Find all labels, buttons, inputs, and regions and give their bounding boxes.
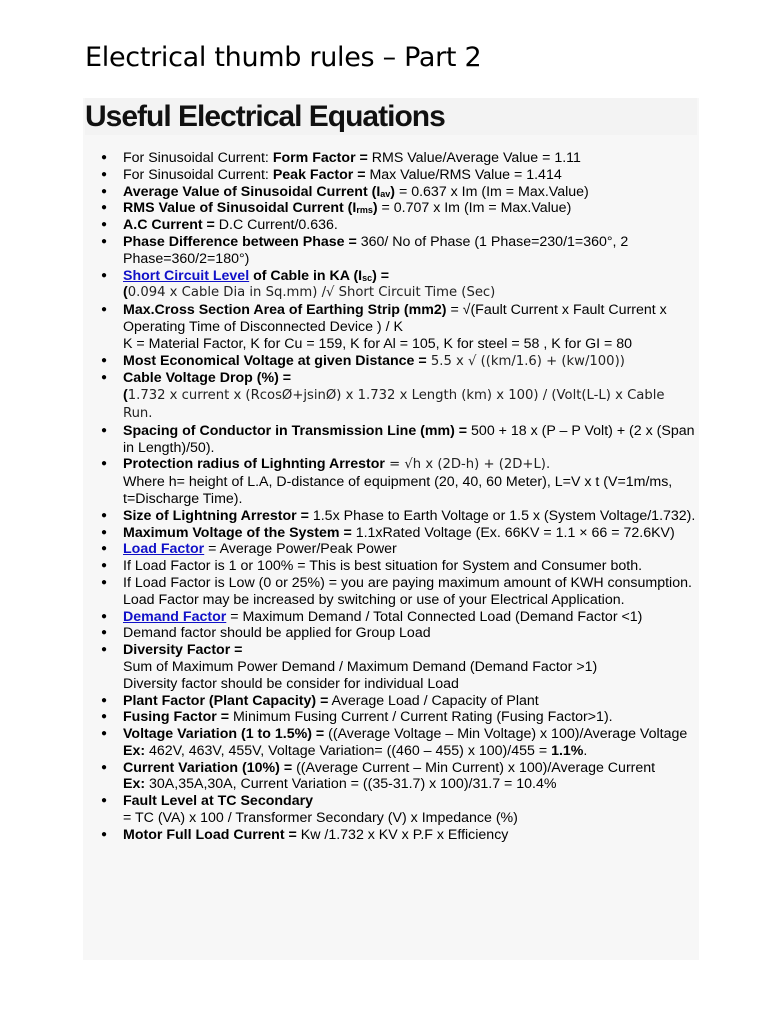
list-item: ● Current Variation (10%) = ((Average Current – Min Current) x 100)/Average Current Ex: 30A,35A,30A, Current Variation = ((35-31.7) x 100)/31.7 = 10.4% bbox=[100, 759, 656, 793]
bullet-icon: ● bbox=[100, 219, 108, 231]
list-item: ● For Sinusoidal Current: Form Factor = RMS Value/Average Value = 1.11 bbox=[100, 150, 581, 166]
list-item: ● RMS Value of Sinusoidal Current $(I_{rms}) = 0.707$ x Im (Im = Max.Value) bbox=[100, 200, 572, 217]
list-item: ● Load Factor = Average Power/Peak Power bbox=[100, 541, 397, 558]
bullet-icon: ● bbox=[100, 576, 108, 588]
bullet-icon: ● bbox=[100, 354, 108, 366]
list-item: ● Cable Voltage Drop (%) = (1.732 x current x (RcosØ+jsinØ) x 1.732 x Length (km) x 100) / (Volt(L-L) x Cable Run. bbox=[100, 370, 665, 421]
bullet-icon: ● bbox=[100, 304, 108, 316]
bullet-icon: ● bbox=[100, 185, 108, 197]
bullet-icon: ● bbox=[100, 795, 108, 807]
bullet-icon: ● bbox=[100, 728, 108, 740]
list-item: ● Protection radius of Lighnting Arrestor = √h x (2D-h) + (2D+L). Where h= height of L.A, D-distance of equipment (20, 40, 60 Meter), L=V x t (V=1m/ms, t=Discharge Time). bbox=[100, 456, 673, 507]
list-item: ● Most Economical Voltage at given Distance = 5.5 x √ ((km/1.6) + (kw/100)) bbox=[100, 352, 625, 369]
bullet-icon: ● bbox=[100, 828, 108, 840]
bullet-icon: ● bbox=[100, 152, 108, 163]
bullet-icon: ● bbox=[100, 202, 108, 214]
bullet-icon: ● bbox=[100, 269, 108, 281]
section-heading: Useful Electrical Equations bbox=[85, 98, 697, 135]
list-item: ● A.C Current = D.C Current/0.636. bbox=[100, 217, 338, 234]
bullet-icon: ● bbox=[100, 424, 108, 436]
list-item: ● Maximum Voltage of the System = 1.1xRated Voltage (Ex. 66KV = 1.1 × 66 = 72.6KV) bbox=[100, 524, 675, 541]
list-item: ● For Sinusoidal Current: Peak Factor = Max Value/RMS Value = 1.414 bbox=[100, 166, 562, 183]
list-item: ● Demand factor should be applied for Group Load bbox=[100, 625, 431, 642]
list-item: ● Voltage Variation (1 to 1.5%) = ((Average Voltage – Min Voltage) x 100)/Average Voltage Ex: 462V, 463V, 455V, Voltage Variation= ((460 – 455) x 100)/455 = 1.1%. bbox=[100, 726, 688, 759]
list-item: ● Size of Lightning Arrestor = 1.5x Phase to Earth Voltage or 1.5 x (System Voltage/1.732). bbox=[100, 507, 696, 524]
bullet-icon: ● bbox=[100, 235, 108, 247]
list-item: ● Demand Factor = Maximum Demand / Total Connected Load (Demand Factor <1) bbox=[100, 608, 643, 625]
list-item: ● If Load Factor is Low (0 or 25%) = you are paying maximum amount of KWH consumption. Load Factor may be increased by switching or use of your Electrical Application. bbox=[100, 574, 692, 608]
bullet-icon: ● bbox=[100, 168, 108, 180]
list-item: ● Phase Difference between Phase = 360/ No of Phase (1 Phase=230/1=360°, 2 Phase=360/2=180°) bbox=[100, 233, 629, 267]
list-item: ● Motor Full Load Current = Kw /1.732 x KV x P.F x Efficiency bbox=[100, 826, 509, 843]
list-item: ● Fusing Factor = Minimum Fusing Current / Current Rating (Fusing Factor>1). bbox=[100, 709, 613, 726]
bullet-icon: ● bbox=[100, 458, 108, 470]
list-item: ● Spacing of Conductor in Transmission Line (mm) = 500 + 18 x (P – P Volt) + (2 x (Span in Length)/50). bbox=[100, 422, 695, 456]
list-item: ● Fault Level at TC Secondary = TC (VA) x 100 / Transformer Secondary (V) x Impedance (%) bbox=[100, 793, 518, 827]
bullet-icon: ● bbox=[100, 761, 108, 773]
list-item: ● Diversity Factor = Sum of Maximum Power Demand / Maximum Demand (Demand Factor >1) Diversity factor should be consider for individual Load bbox=[100, 642, 598, 692]
bullet-icon: ● bbox=[100, 526, 108, 538]
list-item: ● Max.Cross Section Area of Earthing Strip (mm2) = √(Fault Current x Fault Current x Operating Time of Disconnected Device ) / K K = Material Factor, K for Cu = 159, K for Al = 105, K for steel = 58 , K for GI = 80 bbox=[100, 302, 667, 352]
bullet-icon: ● bbox=[100, 560, 108, 572]
load-factor-link[interactable]: Load Factor bbox=[123, 541, 205, 558]
list-item: ● If Load Factor is 1 or 100% = This is best situation for System and Consumer both. bbox=[100, 558, 643, 575]
bullet-icon: ● bbox=[100, 509, 108, 521]
bullet-icon: ● bbox=[100, 711, 108, 723]
short-circuit-level-link[interactable]: Short Circuit Level bbox=[123, 267, 250, 284]
bullet-icon: ● bbox=[100, 694, 108, 706]
list-item: ● Plant Factor (Plant Capacity) = Average Load / Capacity of Plant bbox=[100, 692, 539, 709]
bullet-icon: ● bbox=[100, 372, 108, 384]
bullet-icon: ● bbox=[100, 543, 108, 555]
bullet-icon: ● bbox=[100, 610, 108, 622]
bullet-icon: ● bbox=[100, 644, 108, 656]
bullet-icon: ● bbox=[100, 627, 108, 639]
list-item: ● Average Value of Sinusoidal Current $(I_{av}) = 0.637$ x Im (Im = Max.Value) bbox=[100, 183, 589, 200]
list-item: ● Short Circuit Level of Cable in KA $(I_{sc})$ = (0.094 x Cable Dia in Sq.mm) /√ Short Circuit Time (Sec) bbox=[100, 267, 496, 301]
equation-list bbox=[85, 150, 697, 844]
page-title: Electrical thumb rules – Part 2 bbox=[85, 42, 482, 73]
demand-factor-link[interactable]: Demand Factor bbox=[123, 608, 227, 625]
